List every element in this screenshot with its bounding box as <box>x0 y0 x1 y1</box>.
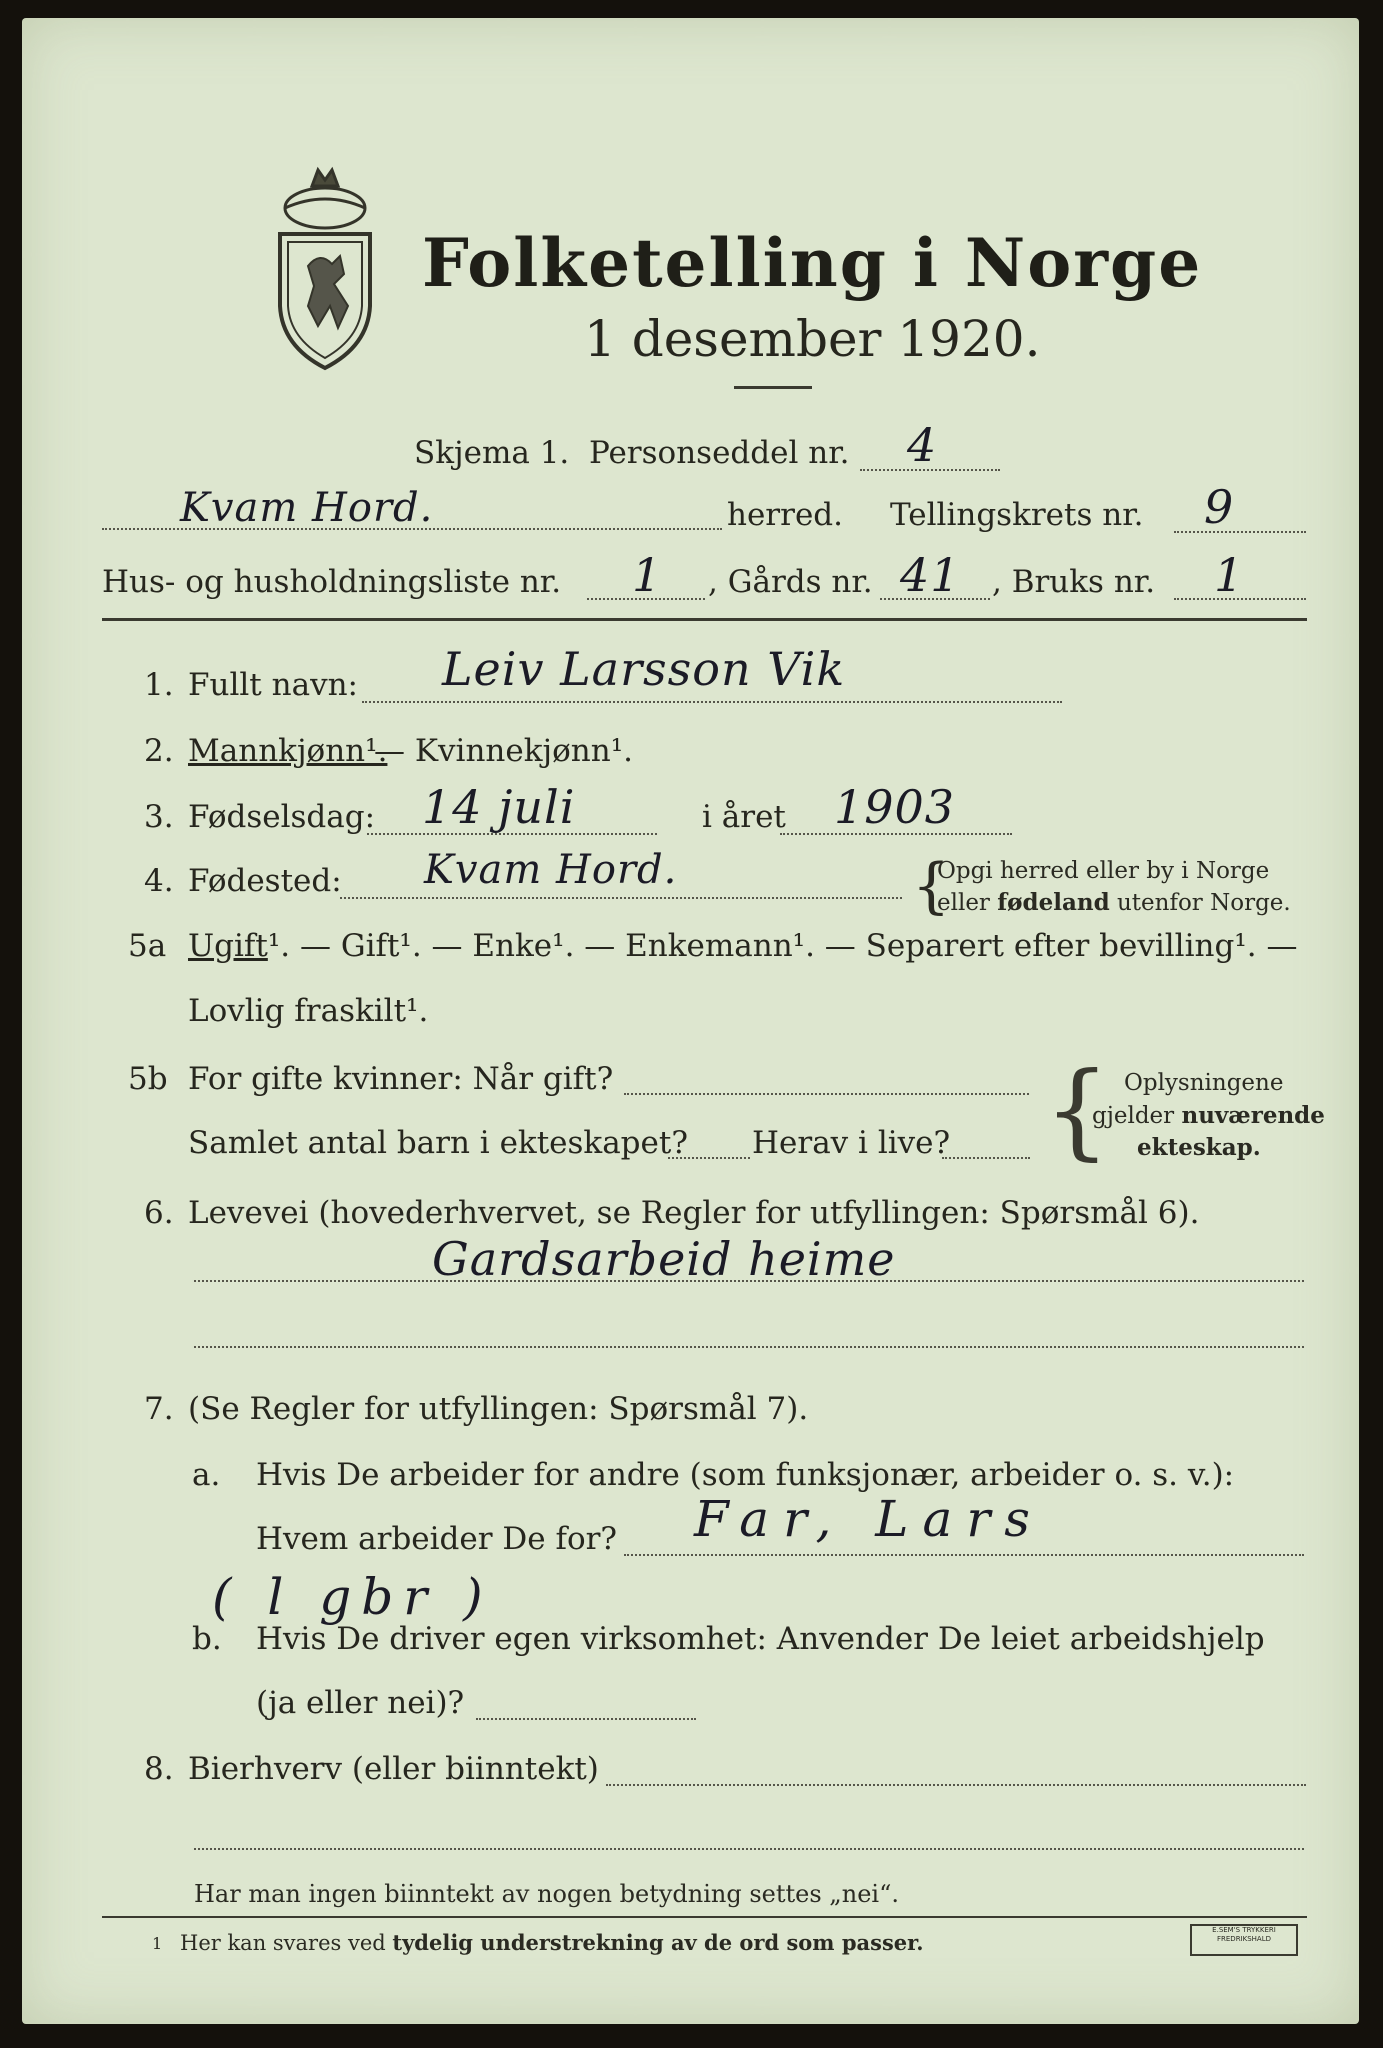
birthplace-value: Kvam Hord. <box>424 847 678 893</box>
q4-label: Fødested: <box>188 863 342 899</box>
married-when-field[interactable] <box>624 1093 1029 1095</box>
q7-label: (Se Regler for utfyllingen: Spørsmål 7). <box>188 1391 809 1427</box>
section-divider <box>102 618 1307 621</box>
marital-divorced-option[interactable]: Lovlig fraskilt¹. <box>188 993 429 1029</box>
q4-number: 4. <box>144 863 174 899</box>
gards-value: 41 <box>900 548 961 602</box>
children-alive-field[interactable] <box>942 1157 1030 1159</box>
q7a-label: Hvis De arbeider for andre (som funksjonær, arbeider o. s. v.): <box>256 1457 1235 1493</box>
q4-note-line-2 <box>937 887 1291 919</box>
q4-note-2a: eller <box>937 890 998 916</box>
marital-other-options[interactable]: ¹. — Gift¹. — Enke¹. — Enkemann¹. — Separert efter bevilling¹. — <box>267 928 1298 964</box>
q8-number: 8. <box>144 1751 174 1787</box>
birth-year-value: 1903 <box>834 780 956 834</box>
q4-note-line-1: Opgi herred eller by i Norge <box>937 858 1270 884</box>
printer-stamp-text: E.SEM'S TRYKKERI FREDRIKSHALD <box>1212 1926 1276 1943</box>
q5b-note-2b: nuværende <box>1181 1102 1325 1129</box>
hus-label: Hus- og husholdningsliste nr. <box>102 564 562 600</box>
employer-field[interactable] <box>624 1554 1304 1556</box>
q5b-note-line-2 <box>1092 1100 1325 1132</box>
footnote-divider <box>102 1916 1307 1918</box>
side-income-field-2[interactable] <box>194 1848 1304 1850</box>
q1-label: Fullt navn: <box>188 667 358 703</box>
full-name-value: Leiv Larsson Vik <box>442 642 846 696</box>
side-income-field[interactable] <box>606 1784 1306 1786</box>
q7-number: 7. <box>144 1391 174 1427</box>
birthplace-field[interactable] <box>340 897 902 899</box>
q3-year-label: i året <box>702 799 786 835</box>
census-form-sheet <box>22 18 1359 2024</box>
q6-number: 6. <box>144 1195 174 1231</box>
children-count-field[interactable] <box>668 1157 750 1159</box>
q3-number: 3. <box>144 799 174 835</box>
form-title: Folketelling i Norge <box>422 224 1203 302</box>
gender-female-option[interactable]: — Kvinnekjønn¹. <box>374 733 633 769</box>
personseddel-value: 4 <box>907 418 938 472</box>
bruks-label: , Bruks nr. <box>992 564 1156 600</box>
occupation-field-2[interactable] <box>194 1346 1304 1348</box>
occupation-value: Gardsarbeid heime <box>432 1232 896 1286</box>
q8-label: Bierhverv (eller biinntekt) <box>188 1751 599 1787</box>
herred-value: Kvam Hord. <box>180 485 434 531</box>
q6-label: Levevei (hovederhvervet, se Regler for utfyllingen: Spørsmål 6). <box>188 1195 1200 1231</box>
birthday-value: 14 juli <box>422 780 576 834</box>
gender-male-option[interactable]: Mannkjønn¹. <box>188 733 388 769</box>
employer-value-2: ( l gbr ) <box>212 1568 493 1626</box>
hus-value: 1 <box>632 548 663 602</box>
census-date: 1 desember 1920. <box>584 310 1041 368</box>
footnote-mark: 1 <box>152 1934 163 1953</box>
q5b-note-2a: gjelder <box>1092 1103 1182 1129</box>
q4-note-2c: utenfor Norge. <box>1109 890 1291 916</box>
q5b-label-children: Samlet antal barn i ekteskapet? <box>188 1125 688 1161</box>
q4-note-2b: fødeland <box>997 889 1110 916</box>
employer-value: Far, Lars <box>694 1490 1044 1548</box>
q7a-number: a. <box>192 1457 221 1493</box>
footnote-text-b: tydelig understrekning av de ord som passer. <box>392 1930 924 1955</box>
q5a-number: 5a <box>128 928 167 964</box>
tellingskrets-label: Tellingskrets nr. <box>890 497 1144 533</box>
bruks-value: 1 <box>1214 548 1245 602</box>
q5b-label-married-when: For gifte kvinner: Når gift? <box>188 1061 614 1097</box>
q8-note: Har man ingen biinntekt av nogen betydning settes „nei“. <box>194 1880 899 1908</box>
tellingskrets-value: 9 <box>1204 480 1235 534</box>
q2-number: 2. <box>144 733 174 769</box>
herred-label: herred. <box>727 497 843 533</box>
coat-of-arms-icon <box>260 156 390 371</box>
footnote-text <box>180 1932 924 1954</box>
printer-stamp <box>1190 1924 1298 1956</box>
q7b-label-2: (ja eller nei)? <box>256 1685 465 1721</box>
q7b-number: b. <box>192 1621 222 1657</box>
hired-help-field[interactable] <box>476 1718 696 1720</box>
marital-status-options <box>188 928 1298 964</box>
q5b-note-brace: { <box>1044 1049 1111 1171</box>
marital-ugift-option[interactable]: Ugift <box>188 928 268 964</box>
q3-label: Fødselsdag: <box>188 799 376 835</box>
q5b-number: 5b <box>128 1061 168 1097</box>
q5b-note-line-1: Oplysningene <box>1124 1070 1284 1096</box>
q4-note-brace: { <box>912 851 951 921</box>
personseddel-label: Personseddel nr. <box>589 435 850 471</box>
title-rule <box>734 386 812 389</box>
gards-label: , Gårds nr. <box>708 564 873 600</box>
q5b-label-alive: Herav i live? <box>752 1125 951 1161</box>
full-name-field[interactable] <box>362 701 1062 703</box>
q5b-note-line-3: ekteskap. <box>1137 1134 1261 1161</box>
schema-label: Skjema 1. <box>414 435 570 471</box>
tellingskrets-field[interactable] <box>1174 531 1306 533</box>
q7a-label-2: Hvem arbeider De for? <box>256 1521 618 1557</box>
q7b-label: Hvis De driver egen virksomhet: Anvender De leiet arbeidshjelp <box>256 1621 1265 1657</box>
footnote-text-a: Her kan svares ved <box>180 1931 393 1955</box>
q1-number: 1. <box>144 667 174 703</box>
